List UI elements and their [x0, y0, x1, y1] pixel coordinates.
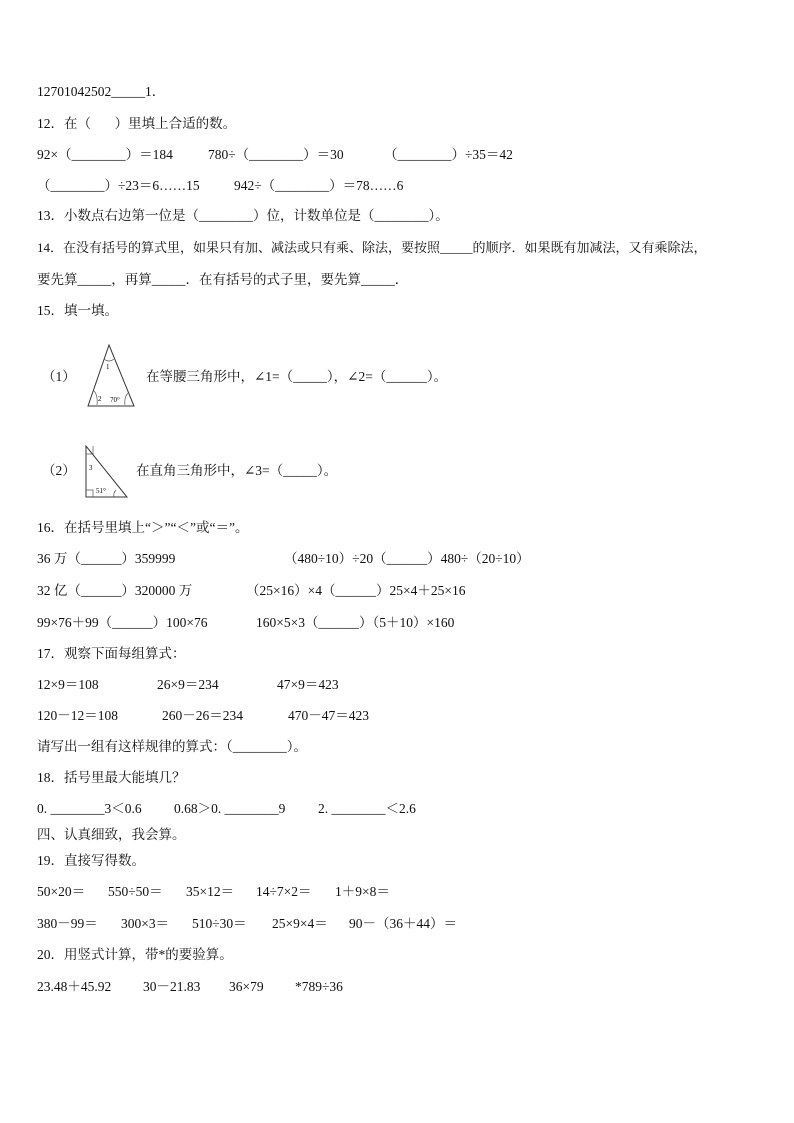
q19-row1-item3: 35×12＝ [186, 884, 235, 899]
section-4-heading: 四、认真细致，我会算。 [37, 827, 186, 842]
q12-title: 12．在（ ）里填上合适的数。 [37, 116, 237, 131]
q12-row2-item1: （________）÷23＝6……15 [37, 178, 200, 193]
q18-item2: 0.68＞0. ________9 [174, 801, 286, 816]
q15-part2-text: 在直角三角形中，∠3=（_____）。 [136, 463, 338, 478]
q19-row2-item4: 25×9×4＝ [272, 916, 328, 931]
q17-row1-item2: 26×9＝234 [157, 677, 219, 692]
q15-part1-num: （1） [42, 369, 76, 384]
q20-item2: 30－21.83 [143, 979, 201, 994]
q20-item3: 36×79 [229, 979, 264, 994]
q12-row1-item1: 92×（________）＝184 [37, 147, 173, 162]
q19-row1-item1: 50×20＝ [37, 884, 86, 899]
q17-ask: 请写出一组有这样规律的算式：（________）。 [37, 739, 307, 754]
right-triangle-figure [82, 444, 130, 499]
q11-tail: 12701042502_____1． [37, 84, 166, 99]
q13: 13．小数点右边第一位是（________）位，计数单位是（________）。 [37, 208, 449, 223]
given-angle-70: 70° [110, 396, 120, 404]
q14-line2: 要先算_____，再算_____．在有括号的式子里，要先算_____． [37, 272, 409, 287]
q20-item4: *789÷36 [295, 979, 343, 994]
q16-row1-right: （480÷10）÷20（______）480÷（20÷10） [284, 551, 530, 566]
angle1-label: 1 [106, 363, 110, 371]
q16-row3-left: 99×76＋99（______）100×76 [37, 615, 208, 630]
q16-title: 16．在括号里填上“＞”“＜”或“＝”。 [37, 520, 249, 535]
q18-item1: 0. ________3＜0.6 [37, 801, 142, 816]
angle2-label: 2 [98, 395, 102, 403]
q17-row2-item1: 120－12＝108 [37, 708, 118, 723]
q19-row2-item1: 380－99＝ [37, 916, 98, 931]
q20-item1: 23.48＋45.92 [37, 979, 112, 994]
q15-part1-text: 在等腰三角形中，∠1=（_____），∠2=（______）。 [146, 369, 448, 384]
q18-title: 18．括号里最大能填几？ [37, 770, 186, 785]
q19-title: 19．直接写得数。 [37, 853, 145, 868]
q19-row2-item3: 510÷30＝ [192, 916, 247, 931]
q19-row1-item2: 550÷50＝ [108, 884, 163, 899]
q15-part2-num: （2） [42, 463, 76, 478]
q19-row2-item2: 300×3＝ [121, 916, 170, 931]
q16-row2-left: 32 亿（______）320000 万 [37, 583, 193, 598]
q20-title: 20．用竖式计算，带*的要验算。 [37, 947, 233, 962]
q19-row2-item5: 90－（36＋44）＝ [349, 916, 457, 931]
angle3-label: 3 [89, 464, 93, 472]
q14-line1: 14．在没有括号的算式里，如果只有加、减法或只有乘、除法，要按照_____的顺序．如果既有加减法，又有乘除法， [37, 240, 707, 255]
q12-row1-item3: （________）÷35＝42 [384, 147, 513, 162]
q17-title: 17．观察下面每组算式： [37, 646, 186, 661]
q17-row2-item2: 260－26＝234 [162, 708, 243, 723]
given-angle-51: 51° [96, 487, 106, 495]
isosceles-triangle-figure [84, 343, 138, 409]
q12-row1-item2: 780÷（________）＝30 [208, 147, 344, 162]
q17-row2-item3: 470－47＝423 [288, 708, 369, 723]
q19-row1-item4: 14÷7×2＝ [256, 884, 312, 899]
q15-title: 15．填一填。 [37, 303, 118, 318]
q12-row2-item2: 942÷（________）＝78……6 [234, 178, 404, 193]
q17-row1-item3: 47×9＝423 [277, 677, 339, 692]
q16-row1-left: 36 万（______）359999 [37, 551, 176, 566]
q17-row1-item1: 12×9＝108 [37, 677, 99, 692]
q18-item3: 2. ________＜2.6 [318, 801, 416, 816]
q16-row3-right: 160×5×3（______）（5＋10）×160 [256, 615, 455, 630]
q19-row1-item5: 1＋9×8＝ [335, 884, 390, 899]
q16-row2-right: （25×16）×4（______）25×4＋25×16 [246, 583, 466, 598]
